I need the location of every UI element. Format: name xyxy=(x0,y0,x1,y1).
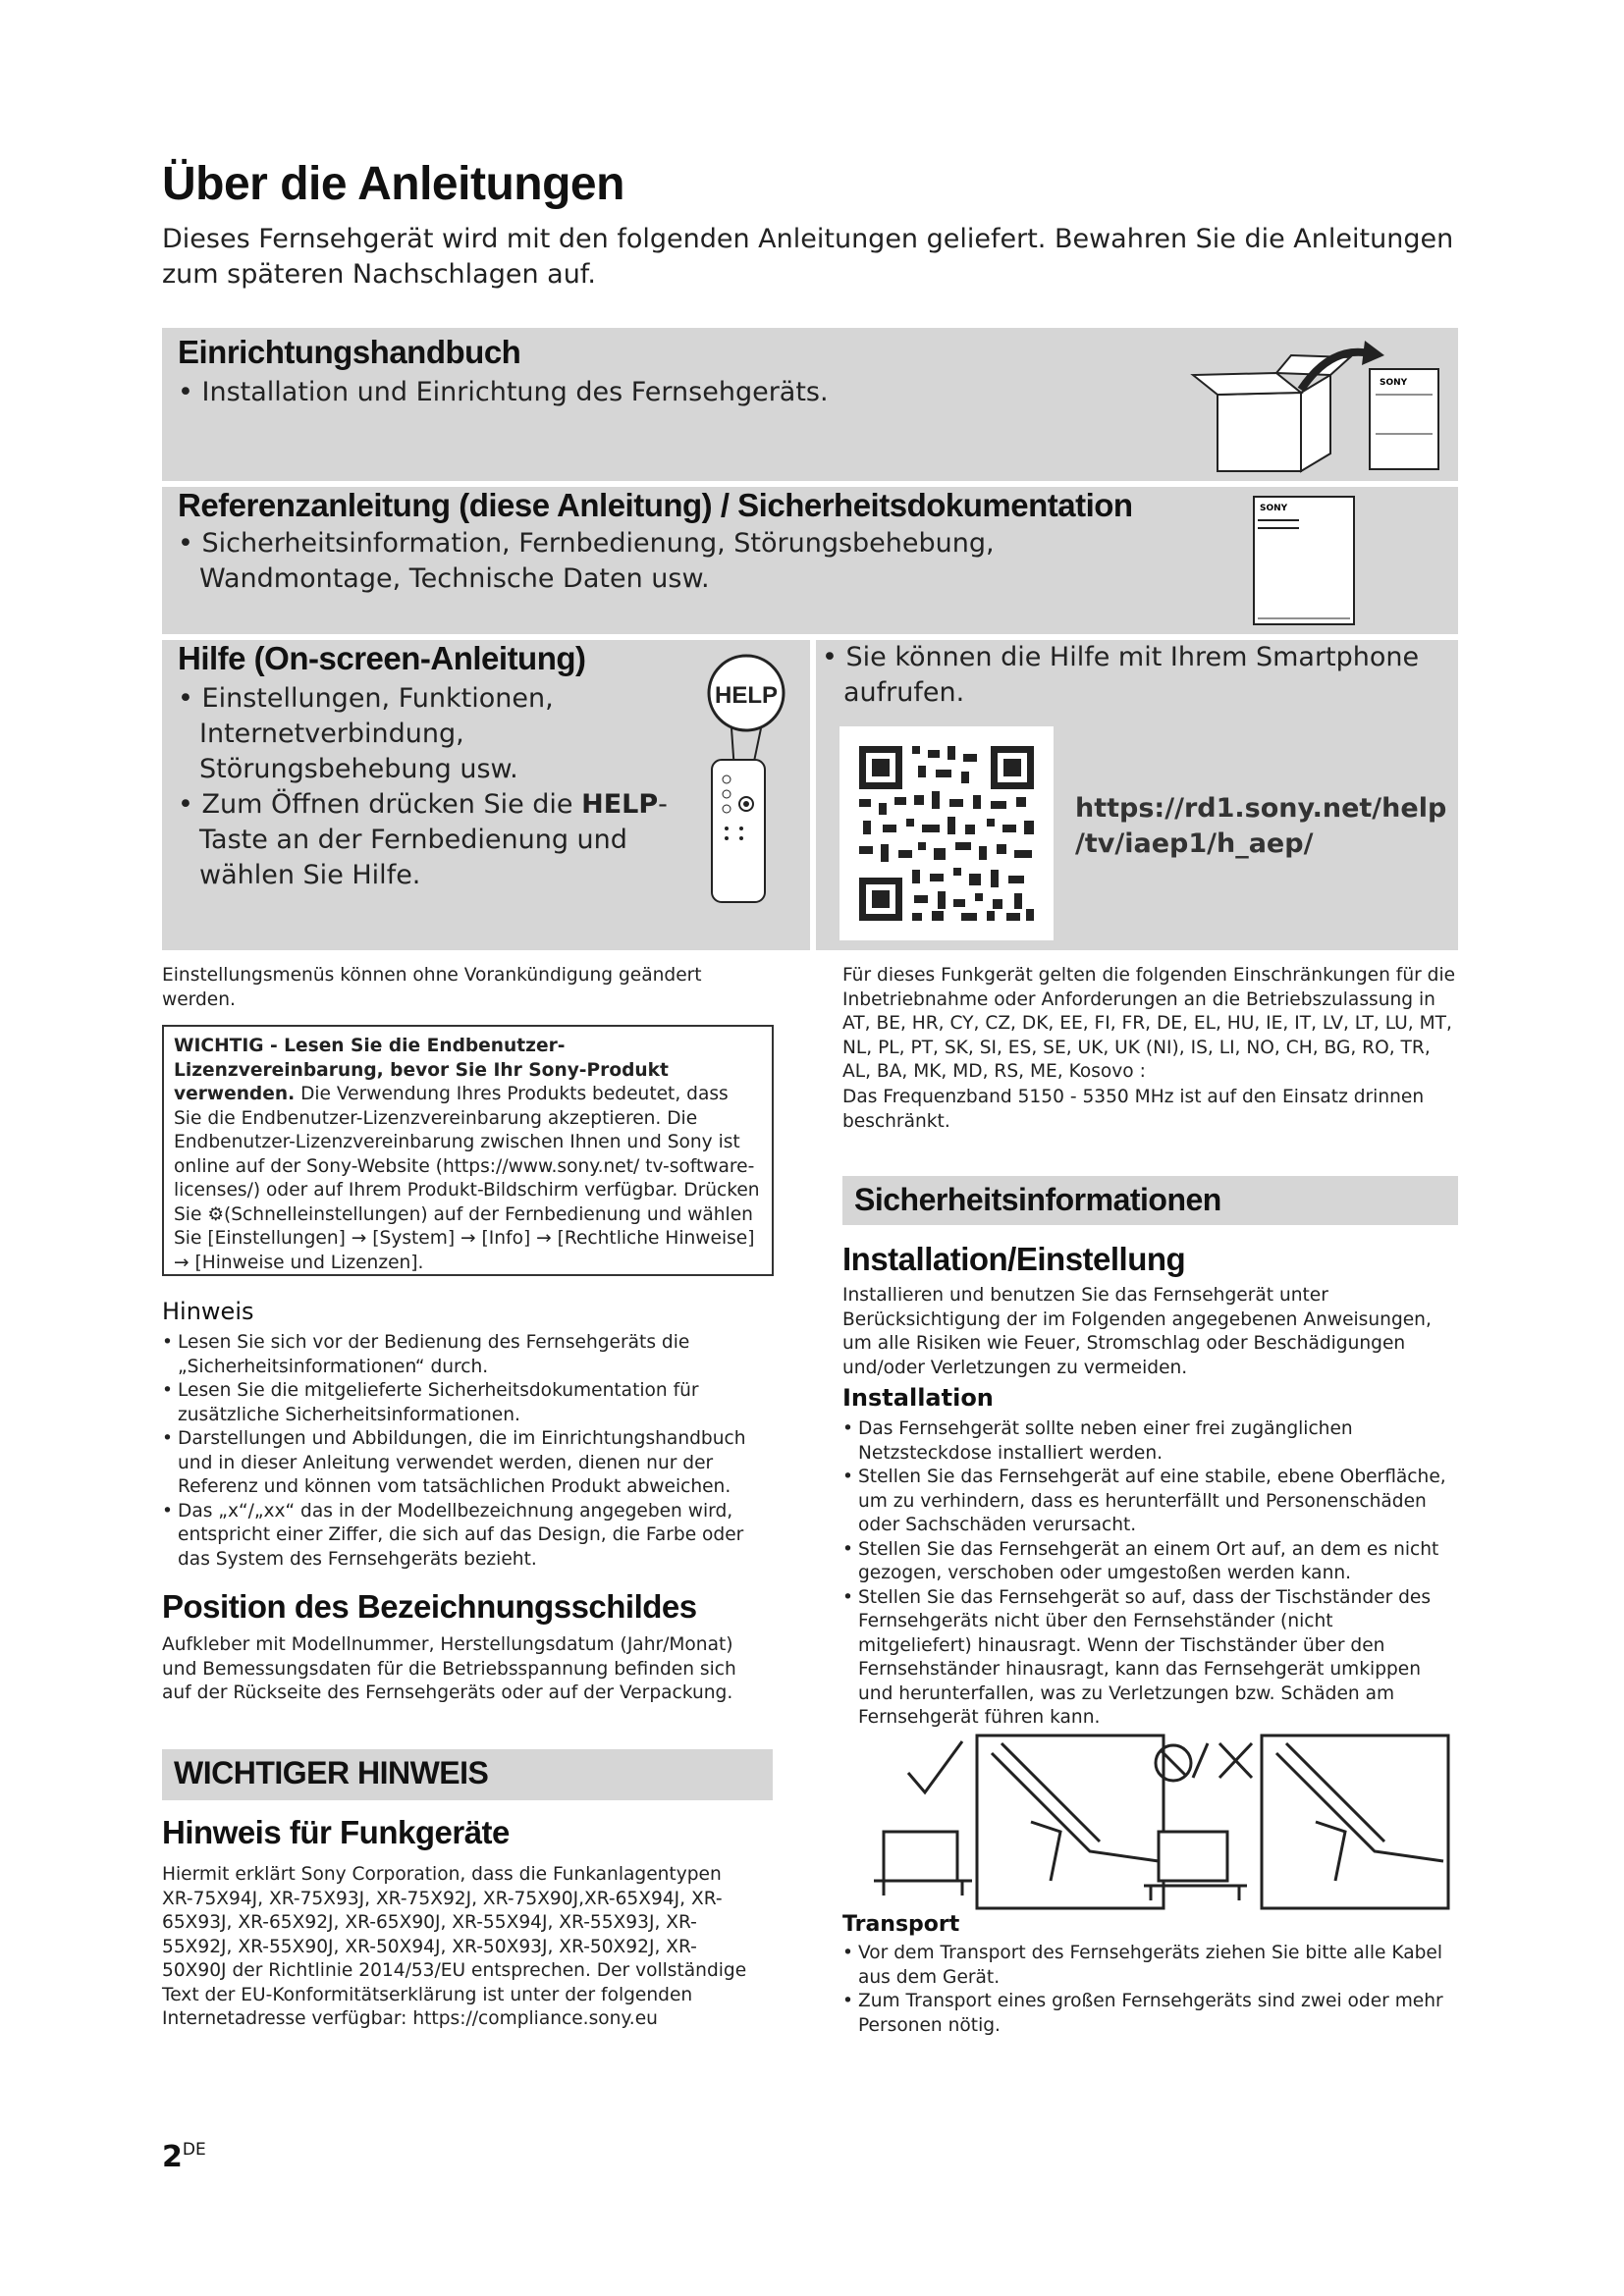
svg-text:SONY: SONY xyxy=(1380,378,1408,388)
reference-manual-bullet: • Sicherheitsinformation, Fernbedienung, Störungsbehebung, Wandmontage, Technische Daten usw. xyxy=(178,528,995,594)
menu-change-note: Einstellungsmenüs können ohne Vorankündigung geändert werden. xyxy=(162,965,702,1010)
help-guide-heading: Hilfe (On-screen-Anleitung) xyxy=(178,640,586,676)
position-title: Position des Bezeichnungsschildes xyxy=(162,1588,697,1625)
installation-item: • Stellen Sie das Fernsehgerät so auf, dass der Tischständer des Fernsehgeräts nicht über den Fernsehständer (nicht mitgeliefert) hinausragt. Wenn der Tischständer über den Fernsehständer hinausragt, kann das Fernsehgerät umkippen und herunterfallen, was zu Verletzungen bzw. Schäden am Fernsehgerät führen kann. xyxy=(842,1586,1451,1731)
hinweis-item: • Lesen Sie sich vor der Bedienung des Fernsehgeräts die „Sicherheitsinformationen“ durch. xyxy=(162,1331,761,1379)
transport-item: • Vor dem Transport des Fernsehgeräts ziehen Sie bitte alle Kabel aus dem Gerät. xyxy=(842,1942,1451,1990)
safety-info-label: Sicherheitsinformationen xyxy=(854,1182,1221,1217)
help-button-label: HELP xyxy=(714,682,779,709)
setup-manual-box xyxy=(162,328,1458,481)
installation-item: • Stellen Sie das Fernsehgerät an einem Ort auf, an dem es nicht gezogen, verschoben oder umgestoßen werden kann. xyxy=(842,1538,1451,1586)
page-language: DE xyxy=(182,2140,206,2160)
hinweis-item: • Das „x“/„xx“ das in der Modellbezeichnung angegeben wird, entspricht einer Ziffer, die sich auf das Design, die Farbe oder das System des Fernsehgeräts bezieht. xyxy=(162,1500,761,1573)
reference-manual-heading: Referenzanleitung (diese Anleitung) / Sicherheitsdokumentation xyxy=(178,487,1133,523)
license-warning-text: Die Verwendung Ihres Produkts bedeutet, dass Sie die Endbenutzer-Lizenzvereinbarung akzeptieren. Die Endbenutzer-Lizenzvereinbarung zwischen Ihnen und Sony ist online auf der Sony-Website (https://www.sony.net/ tv-software-licenses/) oder auf Ihrem Produkt-Bildschirm verfügbar. Drücken Sie xyxy=(174,1084,760,1225)
transport-list xyxy=(842,1942,1451,2038)
installation-subtitle: Installation xyxy=(842,1384,994,1412)
installation-setup-text: Installieren und benutzen Sie das Fernsehgerät unter Berücksichtigung der im Folgenden angegebenen Anweisungen, um alle Risiken wie Feuer, Stromschlag oder Beschädigungen und/oder Verletzungen zu vermeiden. xyxy=(842,1285,1432,1378)
quick-settings-icon: ⚙ xyxy=(207,1203,224,1225)
help-url[interactable]: https://rd1.sony.net/help /tv/iaep1/h_aep/ xyxy=(1075,793,1447,859)
hinweis-list xyxy=(162,1331,761,1572)
hinweis-item: • Darstellungen und Abbildungen, die im Einrichtungshandbuch und in dieser Anleitung verwendet werden, dienen nur der Referenz und können vom tatsächlichen Produkt abweichen. xyxy=(162,1427,761,1500)
position-text: Aufkleber mit Modellnummer, Herstellungsdatum (Jahr/Monat) und Bemessungsdaten für die Betriebsspannung befinden sich auf der Rückseite des Fernsehgeräts oder auf der Verpackung. xyxy=(162,1634,736,1703)
installation-item: • Stellen Sie das Fernsehgerät auf eine stabile, ebene Oberfläche, um zu verhindern, dass es herunterfällt und Personenschäden oder Sachschäden verursacht. xyxy=(842,1466,1451,1538)
page-number: 2DE xyxy=(162,2140,206,2174)
installation-item: • Das Fernsehgerät sollte neben einer frei zugänglichen Netzsteckdose installiert werden. xyxy=(842,1417,1451,1466)
license-warning-box: WICHTIG - Lesen Sie die Endbenutzer-Lizenzvereinbarung, bevor Sie Ihr Sony-Produkt verwenden. Die Verwendung Ihres Produkts bedeutet, dass Sie die Endbenutzer-Lizenzvereinbarung akzeptieren. Die Endbenutzer-Lizenzvereinbarung zwischen Ihnen und Sony ist online auf der Sony-Website (https://www.sony.net/ tv-software-licenses/) oder auf Ihrem Produkt-Bildschirm verfügbar. Drücken Sie ⚙(Schnelleinstellungen) auf der Fernbedienung und wählen Sie [Einstellungen] → [System] → [Info] → [Rechtliche Hinweise] → [Hinweise und Lizenzen]. xyxy=(162,1025,774,1276)
license-warning-bold: WICHTIG - Lesen Sie die Endbenutzer-Lizenzvereinbarung, bevor Sie Ihr Sony-Produkt verwenden. xyxy=(174,1036,669,1104)
hinweis-title: Hinweis xyxy=(162,1298,254,1325)
setup-manual-heading: Einrichtungshandbuch xyxy=(178,334,521,370)
help-guide-box xyxy=(162,640,810,950)
box-with-guide-icon xyxy=(1183,336,1448,473)
check-icon xyxy=(908,1741,962,1792)
frequency-text: Das Frequenzband 5150 - 5350 MHz ist auf den Einsatz drinnen beschränkt. xyxy=(842,1087,1425,1132)
radio-restrictions-text: Für dieses Funkgerät gelten die folgenden Einschränkungen für die Inbetriebnahme oder Anforderungen an die Betriebszulassung in AT, BE, HR, CY, CZ, DK, EE, FI, FR, DE, EL, HU, IE, IT, LV, LT, LU, MT, NL, PL, PT, SK, SI, ES, SE, UK, UK (NI), IS, LI, NO, CH, BG, RO, TR, AL, BA, MK, MD, RS, ME, Kosovo : xyxy=(842,965,1456,1082)
help-guide-bullet-1: • Einstellungen, Funktionen, Internetverbindung, Störungsbehebung usw. xyxy=(178,683,554,784)
tv-stand-illustration xyxy=(864,1734,1453,1910)
help-qr-code[interactable] xyxy=(839,726,1054,940)
hinweis-item: • Lesen Sie die mitgelieferte Sicherheitsdokumentation für zusätzliche Sicherheitsinformationen. xyxy=(162,1379,761,1427)
intro-text: Dieses Fernsehgerät wird mit den folgenden Anleitungen geliefert. Bewahren Sie die Anleitungen zum späteren Nachschlagen auf. xyxy=(162,224,1454,290)
page-title: Über die Anleitungen xyxy=(162,158,624,210)
setup-manual-bullet: • Installation und Einrichtung des Fernsehgeräts. xyxy=(178,377,829,407)
cross-icon xyxy=(1219,1743,1252,1778)
transport-item: • Zum Transport eines großen Fernsehgeräts sind zwei oder mehr Personen nötig. xyxy=(842,1990,1451,2038)
reference-booklet-icon xyxy=(1250,495,1358,626)
installation-setup-title: Installation/Einstellung xyxy=(842,1241,1186,1277)
svg-text:SONY: SONY xyxy=(1260,504,1288,513)
help-guide-bullet-2: • Zum Öffnen drücken Sie die HELP-Taste an der Fernbedienung und wählen Sie Hilfe. xyxy=(178,789,668,890)
safety-info-band xyxy=(842,1176,1458,1225)
important-notice-band xyxy=(162,1749,773,1800)
installation-list xyxy=(842,1417,1451,1731)
transport-subtitle: Transport xyxy=(842,1912,960,1937)
help-smartphone-box xyxy=(816,640,1458,950)
radio-notice-text: Hiermit erklärt Sony Corporation, dass die Funkanlagentypen XR-75X94J, XR-75X93J, XR-75X92J, XR-75X90J,XR-65X94J, XR-65X93J, XR-65X92J, XR-65X90J, XR-55X94J, XR-55X93J, XR-55X92J, XR-55X90J, XR-50X94J, XR-50X93J, XR-50X92J, XR-50X90J der Richtlinie 2014/53/EU entsprechen. Der vollständige Text der EU-Konformitätserklärung ist unter der folgenden Internetadresse verfügbar: https://compliance.sony.eu xyxy=(162,1864,747,2029)
radio-notice-title: Hinweis für Funkgeräte xyxy=(162,1814,510,1850)
important-notice-label: WICHTIGER HINWEIS xyxy=(174,1755,489,1790)
reference-manual-box xyxy=(162,487,1458,634)
remote-control-icon xyxy=(692,652,800,907)
help-smartphone-text: • Sie können die Hilfe mit Ihrem Smartphone aufrufen. xyxy=(822,642,1420,708)
